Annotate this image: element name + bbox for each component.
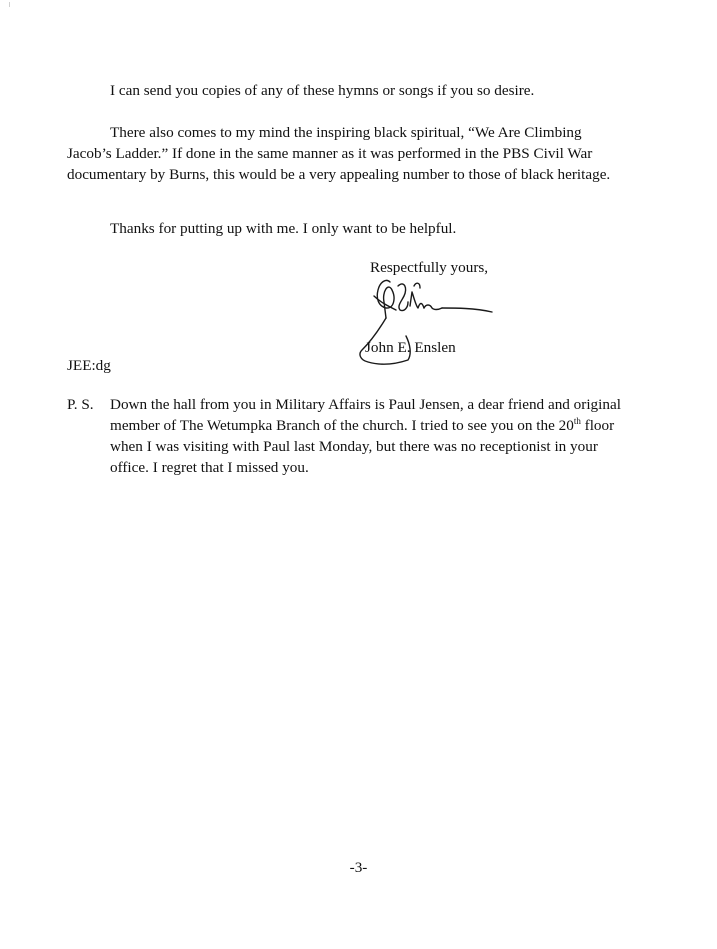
signer-typed-name: John E. Enslen: [365, 339, 456, 356]
paragraph-thanks: Thanks for putting up with me. I only want to be helpful.: [110, 220, 457, 237]
postscript-label: P. S.: [67, 396, 94, 413]
signature-icon: [352, 276, 497, 376]
scan-edge-mark: [9, 2, 10, 7]
postscript-body: [110, 394, 625, 478]
postscript-text-end: floor when I was visiting with Paul last Monday, but there was no receptionist in your office. I regret that I missed you.: [110, 417, 615, 476]
paragraph-spiritual: There also comes to my mind the inspiring black spiritual, “We Are Climbing Jacob’s Ladder.” If done in the same manner as it was performed in the PBS Civil War documentary by Burns, this would be a very appealing number to those of black heritage.: [67, 124, 611, 183]
ordinal-suffix: th: [573, 415, 581, 426]
closing-salutation: Respectfully yours,: [370, 259, 489, 276]
reference-initials: JEE:dg: [67, 357, 111, 374]
page-number: -3-: [349, 859, 368, 876]
paragraph-copies: I can send you copies of any of these hymns or songs if you so desire.: [110, 82, 535, 99]
postscript-text-start: Down the hall from you in Military Affairs is Paul Jensen, a dear friend and original member of The Wetumpka Branch of the church. I tried to see you on the 20: [110, 396, 621, 434]
